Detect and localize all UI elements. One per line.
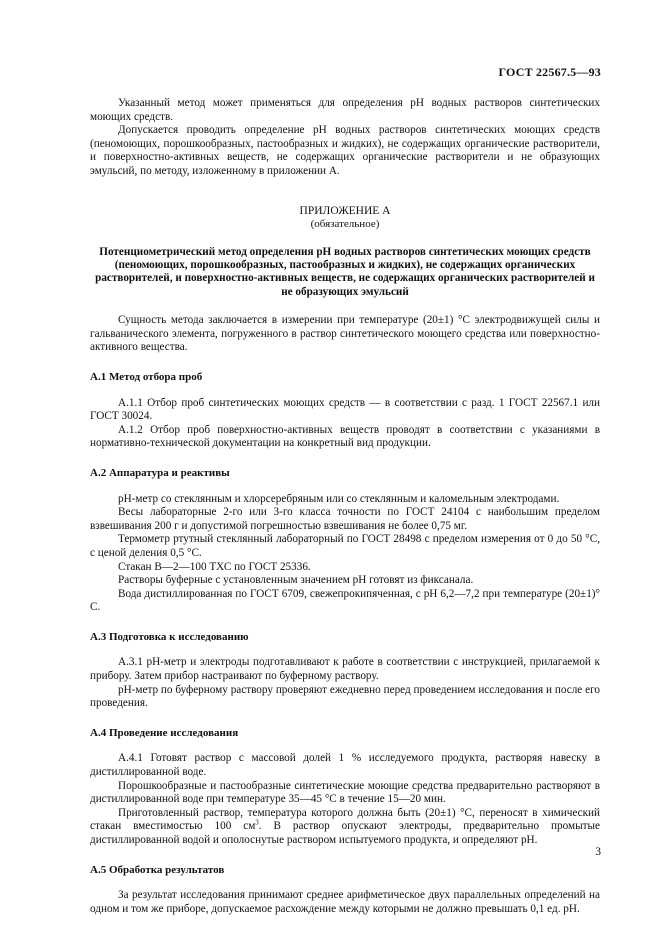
equipment-item: Термометр ртутный стеклянный лабораторный по ГОСТ 28498 с пределом измерения от 0 до 50 °С, с ценой деления 0,5 °С. bbox=[90, 533, 600, 559]
paragraph-a4-2: Порошкообразные и пастообразные синтетические моющие средства предварительно растворяют в дистиллированной воде при температуре 35—45 °С в течение 15—20 мин. bbox=[90, 779, 600, 806]
equipment-item: Растворы буферные с установленным значением pH готовят из фиксанала. bbox=[118, 574, 474, 587]
section-a1-title: А.1 Метод отбора проб bbox=[90, 370, 203, 383]
cubic-superscript: 3 bbox=[255, 818, 259, 827]
paragraph-a4-1: А.4.1 Готовят раствор с массовой долей 1 % исследуемого продукта, растворяя навеску в дистиллированной воде. bbox=[90, 752, 600, 779]
paragraph-a4-3 bbox=[90, 807, 600, 848]
section-a3-title: А.3 Подготовка к исследованию bbox=[90, 630, 249, 643]
annex-title: ПРИЛОЖЕНИЕ А bbox=[299, 204, 391, 217]
document-id: ГОСТ 22567.5—93 bbox=[498, 65, 601, 79]
method-essence: Сущность метода заключается в измерении при температуре (20±1) °С электродвижущей силы и гальванического элемента, погруженного в раствор синтетического моющего средства или поверхностно-активного вещества. bbox=[90, 314, 600, 354]
equipment-item: pH-метр со стеклянным и хлорсеребряным или со стеклянным и каломельным электродами. bbox=[118, 492, 560, 505]
paragraph-a4-3-end: . В раствор опускают электроды, предварительно промытые дистиллированной водой и ополоснутые раствором испытуемого продукта, и определяют pH. bbox=[90, 820, 600, 846]
page-content bbox=[90, 97, 600, 916]
intro-paragraph-2: Допускается проводить определение pH водных растворов синтетических моющих средств (пеномоющих, порошкообразных, пастообразных и жидких), не содержащих органические растворители, и поверхностно-активных веществ, не содержащих органические растворители и не образующих эмульсий, по методу, изложенному в приложении А. bbox=[90, 124, 600, 177]
equipment-item: Стакан В—2—100 ТХС по ГОСТ 25336. bbox=[118, 560, 311, 573]
paragraph-a1-1: А.1.1 Отбор проб синтетических моющих средств — в соответствии с разд. 1 ГОСТ 22567.1 или ГОСТ 30024. bbox=[90, 396, 600, 423]
section-a2-title: А.2 Аппаратура и реактивы bbox=[90, 466, 230, 479]
section-a4-title: А.4 Проведение исследования bbox=[90, 726, 239, 739]
equipment-item: Весы лабораторные 2-го или 3-го класса точности по ГОСТ 24104 с наибольшим пределом взвешивания 200 г и допустимой погрешностью взвешивания не более 0,75 мг. bbox=[90, 506, 600, 532]
intro-paragraph-1: Указанный метод может применяться для определения pH водных растворов синтетических моющих средств. bbox=[90, 97, 600, 123]
annex-status: (обязательное) bbox=[310, 217, 380, 230]
paragraph-a3-2: pH-метр по буферному раствору проверяют ежедневно перед проведением исследования и после его проведения. bbox=[90, 683, 600, 710]
paragraph-a5-1: За результат исследования принимают среднее арифметическое двух параллельных определений на одном и том же приборе, допускаемое расхождение между которыми не должно превышать 0,1 ед. pH. bbox=[90, 889, 600, 915]
paragraph-a4-3-start: Приготовленный раствор, температура которого должна быть (20±1) °С, переносят в химический стакан вместимостью 100 см bbox=[90, 806, 600, 833]
page-number: 3 bbox=[595, 846, 601, 858]
paragraph-a3-1: А.3.1 pH-метр и электроды подготавливают к работе в соответствии с инструкцией, прилагаемой к прибору. Затем прибор настраивают по буферному раствору. bbox=[90, 656, 600, 683]
paragraph-a1-2: А.1.2 Отбор проб поверхностно-активных веществ проводят в соответствии с указаниями в нормативно-технической документации на конкретный вид продукции. bbox=[90, 423, 600, 450]
section-a5-title: А.5 Обработка результатов bbox=[90, 863, 225, 876]
equipment-item: Вода дистиллированная по ГОСТ 6709, свежепрокипяченная, с pH 6,2—7,2 при температуре (20±1)° С. bbox=[90, 587, 600, 614]
annex-heading: Потенциометрический метод определения pH водных растворов синтетических моющих средств (пеномоющих, порошкообразных, пастообразных и жидких), не содержащих органических растворителей, и поверхностно-активных веществ, не содержащих органических растворителей и не образующих эмульсий bbox=[95, 245, 595, 298]
